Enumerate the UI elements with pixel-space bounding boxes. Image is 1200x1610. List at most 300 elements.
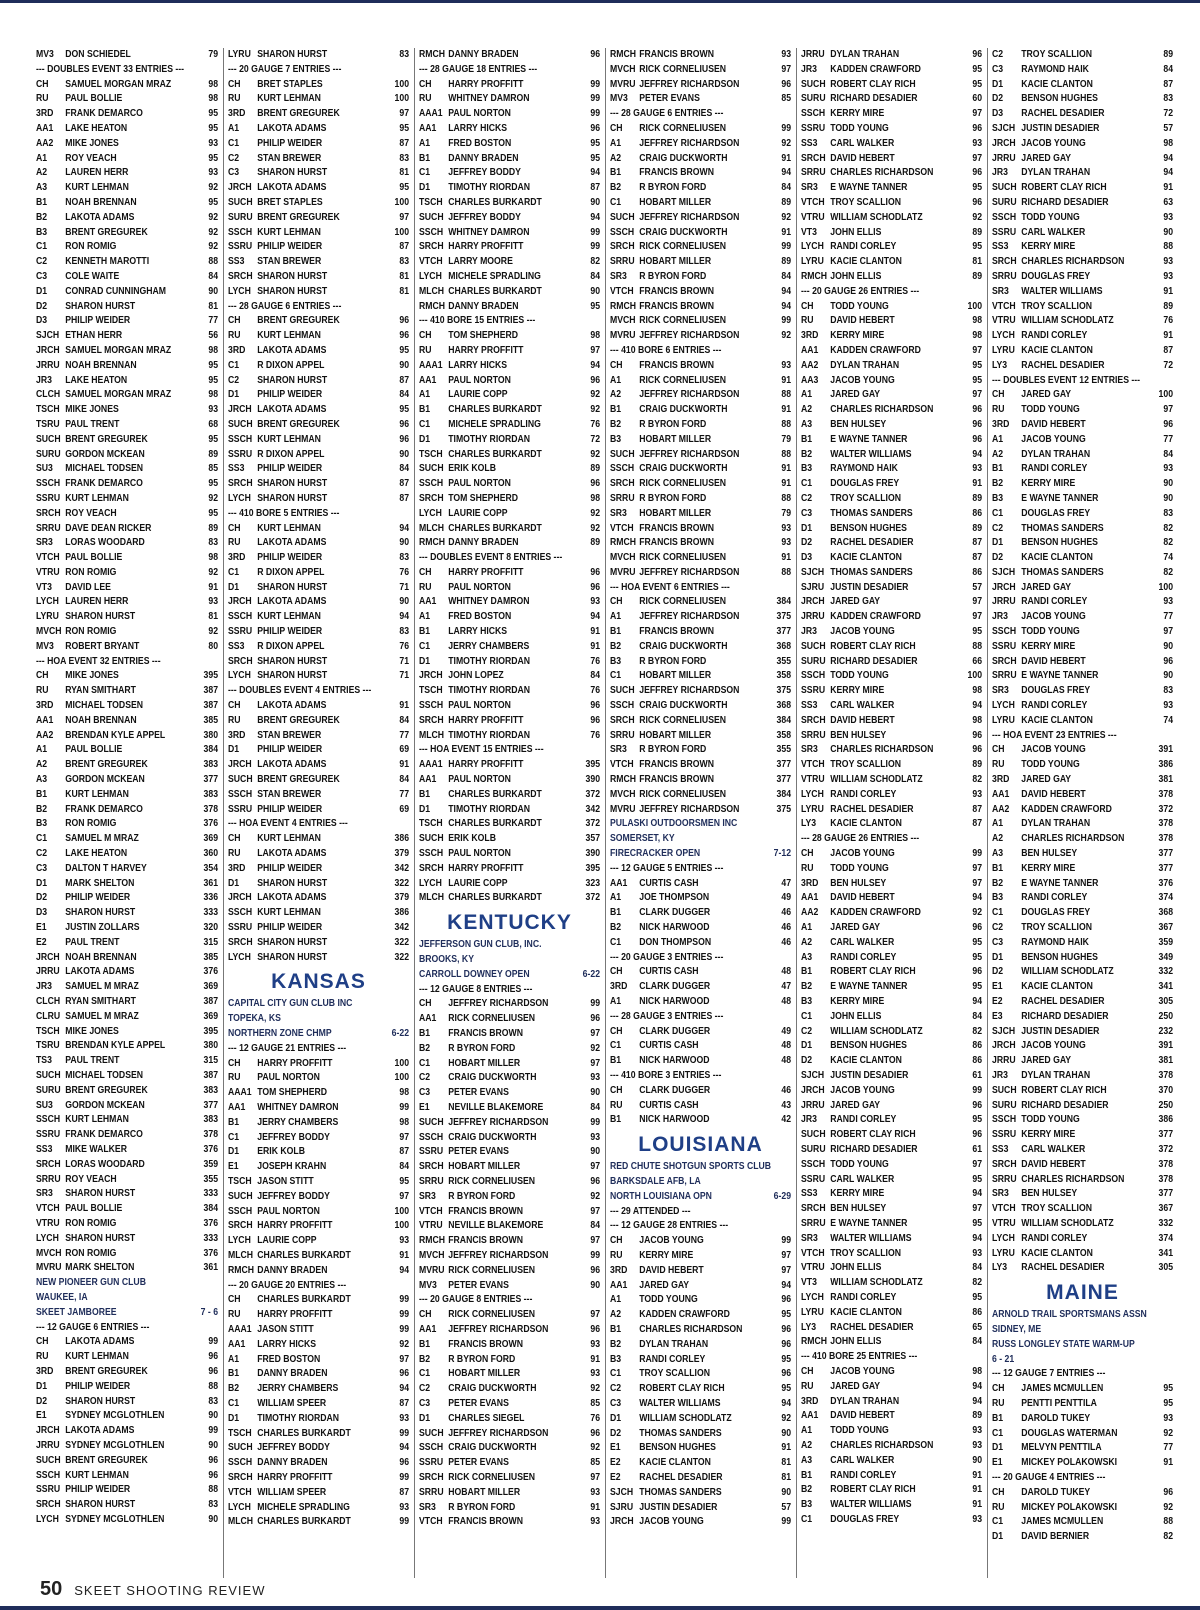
top-rule [0, 0, 1200, 3]
result-row [36, 78, 218, 93]
result-row [801, 1232, 982, 1247]
result-row [801, 1069, 982, 1084]
result-row [801, 388, 982, 403]
result-row [228, 877, 409, 892]
class-code: LYCH [36, 1513, 59, 1525]
shooter-name: CRAIG DUCKWORTH [639, 700, 728, 712]
result-row [610, 1441, 791, 1456]
score: 94 [781, 285, 792, 297]
class-code: C3 [419, 1397, 431, 1409]
score: 96 [972, 966, 983, 978]
shooter-name: CARL WALKER [830, 137, 895, 149]
shooter-name: SAMUEL M MRAZ [65, 1010, 139, 1022]
class-code: C3 [228, 167, 240, 179]
result-row [419, 1501, 600, 1516]
score: 92 [208, 241, 219, 253]
score: 94 [972, 1395, 983, 1407]
result-row [992, 359, 1173, 374]
event-header [610, 107, 791, 122]
class-code: JRCH [228, 404, 252, 416]
score: 90 [1163, 492, 1174, 504]
shooter-name: LAKOTA ADAMS [257, 404, 327, 416]
result-row [992, 921, 1173, 936]
class-code: CH [610, 1084, 623, 1096]
result-row [228, 669, 409, 684]
score: 96 [399, 315, 410, 327]
class-code: SSRU [228, 922, 253, 934]
class-code: JRCH [801, 1084, 825, 1096]
class-code: SRRU [992, 270, 1017, 282]
result-row [419, 388, 600, 403]
result-row [228, 462, 409, 477]
shooter-name: RON ROMIG [65, 566, 117, 578]
score: 77 [399, 788, 410, 800]
event-title: --- 410 BORE 3 ENTRIES --- [610, 1069, 722, 1081]
result-row [228, 1427, 409, 1442]
score: 384 [776, 714, 792, 726]
score: 80 [208, 640, 219, 652]
event-title: --- 20 GAUGE 3 ENTRIES --- [610, 951, 724, 963]
class-code: SRCH [801, 714, 826, 726]
shooter-name: CARL WALKER [830, 1173, 895, 1185]
class-code: C1 [228, 137, 240, 149]
class-code: RU [419, 93, 432, 105]
score: 95 [972, 374, 983, 386]
score: 83 [208, 1395, 219, 1407]
score: 93 [208, 596, 219, 608]
shooter-name: JEFFREY RICHARDSON [448, 998, 549, 1010]
event-header [992, 1367, 1173, 1382]
score: 74 [1163, 714, 1174, 726]
class-code: TSCH [419, 196, 443, 208]
shooter-name: CHARLES BURKARDT [257, 1294, 351, 1306]
result-row [801, 980, 982, 995]
class-code: SSRU [228, 626, 253, 638]
class-code: SSCH [419, 700, 444, 712]
shooter-name: JARED GAY [830, 1380, 881, 1392]
class-code: SJCH [992, 122, 1016, 134]
score: 94 [399, 1264, 410, 1276]
result-row [801, 595, 982, 610]
class-code: CH [419, 330, 432, 342]
result-row [228, 891, 409, 906]
score: 93 [590, 1338, 601, 1350]
score: 372 [1158, 803, 1174, 815]
class-code: SURU [228, 211, 253, 223]
class-code: LYCH [36, 1232, 59, 1244]
score: 93 [1163, 1412, 1174, 1424]
shooter-name: PAUL BOLLIE [65, 93, 123, 105]
class-code: MVCH [610, 788, 636, 800]
result-row [419, 448, 600, 463]
shoot-title [36, 1306, 218, 1321]
club-line: TOPEKA, KS [228, 1013, 281, 1025]
class-code: JR3 [801, 626, 817, 638]
class-code: SR3 [36, 537, 53, 549]
result-row [610, 936, 791, 951]
result-row [419, 1367, 600, 1382]
shooter-name: JEFFREY RICHARDSON [448, 1427, 549, 1439]
class-code: AA2 [801, 907, 819, 919]
result-row [992, 522, 1173, 537]
score: 94 [972, 1188, 983, 1200]
result-row [36, 758, 218, 773]
score: 342 [585, 803, 601, 815]
score: 92 [590, 1042, 601, 1054]
class-code: B2 [801, 448, 813, 460]
class-code: JR3 [992, 1069, 1008, 1081]
score: 94 [1163, 167, 1174, 179]
result-row [992, 1412, 1173, 1427]
score: 81 [781, 1471, 792, 1483]
class-code: SURU [801, 655, 826, 667]
shooter-name: BEN HULSEY [1021, 1188, 1078, 1200]
class-code: SUCH [228, 196, 253, 208]
class-code: C3 [36, 862, 48, 874]
shooter-name: RACHEL DESADIER [830, 803, 914, 815]
class-code: SR3 [992, 1188, 1009, 1200]
class-code: VTRU [36, 566, 60, 578]
shooter-name: DAVID HEBERT [1021, 418, 1086, 430]
shooter-name: CHARLES RICHARDSON [1021, 256, 1125, 268]
shooter-name: TOM SHEPHERD [448, 492, 519, 504]
club-line: NEW PIONEER GUN CLUB [36, 1277, 146, 1289]
score: 99 [399, 1471, 410, 1483]
class-code: B1 [801, 433, 813, 445]
result-row [419, 507, 600, 522]
score: 89 [972, 759, 983, 771]
class-code: LYRU [992, 344, 1015, 356]
class-code: CH [992, 389, 1005, 401]
score: 83 [399, 552, 410, 564]
score: 81 [399, 285, 410, 297]
shooter-name: JOHN LOPEZ [448, 670, 504, 682]
score: 377 [203, 1099, 219, 1111]
shooter-name: JACOB YOUNG [830, 1084, 895, 1096]
score: 94 [972, 1232, 983, 1244]
score: 96 [972, 122, 983, 134]
score: 90 [590, 196, 601, 208]
result-row [610, 1084, 791, 1099]
score: 97 [972, 344, 983, 356]
result-row [992, 78, 1173, 93]
result-row [419, 610, 600, 625]
class-code: D1 [419, 803, 431, 815]
result-row [992, 625, 1173, 640]
shooter-name: DAVID HEBERT [1021, 788, 1086, 800]
score: 377 [776, 759, 792, 771]
class-code: B2 [419, 1353, 431, 1365]
score: 93 [208, 167, 219, 179]
score: 384 [776, 596, 792, 608]
shooter-name: KACIE CLANTON [1021, 552, 1093, 564]
class-code: SUCH [228, 1190, 253, 1202]
class-code: LYCH [228, 492, 251, 504]
shooter-name: SHARON HURST [257, 285, 328, 297]
class-code: D2 [992, 966, 1004, 978]
score: 93 [1163, 596, 1174, 608]
score: 374 [1158, 1232, 1174, 1244]
shooter-name: GORDON MCKEAN [65, 774, 145, 786]
class-code: CH [801, 300, 814, 312]
result-row [419, 1397, 600, 1412]
result-row [992, 388, 1173, 403]
result-row [228, 1456, 409, 1471]
shooter-name: PAUL BOLLIE [65, 744, 123, 756]
shooter-name: FRANCIS BROWN [639, 626, 714, 638]
result-row [419, 773, 600, 788]
class-code: RMCH [801, 1336, 828, 1348]
score: 87 [399, 241, 410, 253]
score: 89 [208, 522, 219, 534]
shooter-name: KURT LEHMAN [65, 1114, 129, 1126]
class-code: B3 [36, 226, 48, 238]
score: 91 [208, 581, 219, 593]
result-row [228, 477, 409, 492]
shooter-name: SHARON HURST [257, 670, 328, 682]
score: 88 [781, 418, 792, 430]
score: 83 [1163, 685, 1174, 697]
class-code: SR3 [801, 744, 818, 756]
score: 91 [399, 700, 410, 712]
class-code: B2 [992, 877, 1004, 889]
class-code: JRCH [992, 581, 1016, 593]
result-row [36, 1365, 218, 1380]
score: 379 [394, 892, 410, 904]
shooter-name: RICK CORNELIUSEN [639, 63, 727, 75]
result-row [610, 374, 791, 389]
class-code: SS3 [992, 241, 1009, 253]
score: 61 [972, 1143, 983, 1155]
event-header [228, 1042, 409, 1057]
shooter-name: HARRY PROFFITT [448, 862, 524, 874]
class-code: RMCH [610, 537, 637, 549]
score: 92 [590, 522, 601, 534]
score: 95 [208, 108, 219, 120]
score: 99 [781, 1235, 792, 1247]
event-header [419, 551, 600, 566]
class-code: SRCH [228, 1471, 253, 1483]
result-row [801, 270, 982, 285]
result-row [801, 1217, 982, 1232]
class-code: SRRU [801, 729, 826, 741]
shooter-name: KACIE CLANTON [1021, 78, 1093, 90]
club-heading [610, 832, 791, 847]
score: 386 [1158, 759, 1174, 771]
class-code: D3 [36, 315, 48, 327]
class-code: SSCH [419, 226, 444, 238]
score: 48 [781, 996, 792, 1007]
result-row [228, 137, 409, 152]
result-row [419, 1338, 600, 1353]
result-row [992, 817, 1173, 832]
result-row [419, 1057, 600, 1072]
class-code: SSRU [801, 685, 826, 697]
result-row [610, 1308, 791, 1323]
shooter-name: DAVID HEBERT [830, 315, 895, 327]
result-row [992, 936, 1173, 951]
club-heading [610, 1160, 791, 1175]
result-row [36, 595, 218, 610]
result-row [36, 1513, 218, 1528]
result-row [419, 92, 600, 107]
class-code: LYCH [992, 700, 1015, 712]
result-row [610, 566, 791, 581]
result-row [419, 137, 600, 152]
result-row [992, 1158, 1173, 1173]
class-code: C1 [419, 1057, 431, 1069]
score: 96 [590, 478, 601, 490]
score: 90 [208, 1513, 219, 1525]
score: 94 [972, 996, 983, 1007]
score: 385 [203, 714, 219, 726]
result-row [610, 48, 791, 63]
class-code: B1 [228, 1368, 240, 1380]
result-row [801, 344, 982, 359]
shooter-name: E WAYNE TANNER [830, 1217, 908, 1229]
shooter-name: R BYRON FORD [639, 655, 707, 667]
score: 361 [203, 1262, 219, 1274]
result-row [419, 1382, 600, 1397]
class-code: B1 [610, 404, 622, 416]
class-code: LYCH [992, 330, 1015, 342]
score: 92 [1163, 1501, 1174, 1513]
shooter-name: SAMUEL M MRAZ [65, 833, 139, 845]
shooter-name: LAKOTA ADAMS [257, 700, 327, 712]
score: 378 [203, 1129, 219, 1141]
shooter-name: NICK HARWOOD [639, 1055, 710, 1067]
result-row [610, 1264, 791, 1279]
result-row [36, 240, 218, 255]
shooter-name: LAURIE COPP [448, 877, 508, 889]
result-row [801, 1099, 982, 1114]
score: 79 [781, 433, 792, 445]
shooter-name: RICK CORNELIUSEN [448, 1309, 536, 1321]
result-row [992, 1143, 1173, 1158]
class-code: JRRU [992, 596, 1016, 608]
score: 95 [781, 1353, 792, 1365]
shooter-name: DAVID HEBERT [1021, 1158, 1086, 1170]
score: 99 [590, 93, 601, 105]
shooter-name: NEVILLE BLAKEMORE [448, 1101, 544, 1113]
score: 82 [972, 1025, 983, 1037]
score: 97 [399, 1131, 410, 1143]
result-row [992, 699, 1173, 714]
result-row [36, 817, 218, 832]
score: 95 [1163, 1397, 1174, 1409]
class-code: SRCH [419, 241, 444, 253]
class-code: E2 [992, 996, 1003, 1007]
class-code: SSCH [228, 907, 253, 919]
score: 84 [1163, 448, 1174, 460]
shooter-name: LAKOTA ADAMS [257, 892, 327, 904]
score: 90 [972, 1454, 983, 1466]
shooter-name: CARL WALKER [1021, 226, 1086, 238]
score: 92 [972, 907, 983, 919]
result-row [992, 1232, 1173, 1247]
score: 90 [781, 1427, 792, 1439]
class-code: B3 [610, 433, 622, 445]
class-code: C1 [419, 1368, 431, 1380]
class-code: D1 [419, 1412, 431, 1424]
shooter-name: FRED BOSTON [257, 1353, 321, 1365]
shooter-name: JERRY CHAMBERS [448, 640, 530, 652]
result-row [992, 1501, 1173, 1516]
class-code: RU [228, 1072, 241, 1084]
score: 42 [781, 1114, 792, 1126]
class-code: JRCH [228, 596, 252, 608]
shooter-name: HARRY PROFFITT [257, 1309, 333, 1321]
shooter-name: STAN BREWER [257, 256, 322, 268]
result-row [36, 462, 218, 477]
result-row [801, 1202, 982, 1217]
score: 56 [208, 330, 219, 342]
result-row [36, 847, 218, 862]
class-code: B2 [610, 640, 622, 652]
club-line: RED CHUTE SHOTGUN SPORTS CLUB [610, 1161, 772, 1173]
score: 98 [972, 330, 983, 342]
result-row [36, 300, 218, 315]
result-row [36, 1084, 218, 1099]
score: 383 [203, 1114, 219, 1126]
event-title: --- 12 GAUGE 28 ENTRIES --- [610, 1220, 729, 1232]
shooter-name: BENSON HUGHES [830, 1040, 907, 1052]
result-row [36, 832, 218, 847]
score: 86 [972, 1055, 983, 1067]
result-row [419, 1012, 600, 1027]
class-code: C2 [419, 1383, 431, 1395]
shooter-name: R BYRON FORD [639, 418, 707, 430]
shooter-name: PAUL BOLLIE [65, 552, 123, 564]
result-row [36, 92, 218, 107]
class-code: SR3 [419, 1501, 436, 1513]
result-row [610, 640, 791, 655]
result-row [992, 314, 1173, 329]
class-code: E3 [992, 1010, 1003, 1022]
shooter-name: R BYRON FORD [639, 270, 707, 282]
score: 95 [208, 359, 219, 371]
score: 90 [1163, 640, 1174, 652]
class-code: 3RD [228, 729, 246, 741]
result-row [801, 403, 982, 418]
class-code: AA3 [801, 374, 819, 386]
class-code: C1 [992, 907, 1004, 919]
score: 97 [972, 877, 983, 889]
score: 76 [590, 655, 601, 667]
class-code: A2 [801, 936, 813, 948]
shooter-name: RICK CORNELIUSEN [639, 596, 727, 608]
shooter-name: DYLAN TRAHAN [1021, 1069, 1091, 1081]
shooter-name: PENTTI PENTTILA [1021, 1397, 1097, 1409]
class-code: SR3 [610, 744, 627, 756]
result-row [801, 1187, 982, 1202]
class-code: CH [419, 1309, 432, 1321]
shooter-name: ROBERT CLAY RICH [1021, 1084, 1107, 1096]
class-code: RU [610, 1099, 623, 1111]
result-row [992, 1069, 1173, 1084]
shooter-name: HARRY PROFFITT [448, 759, 524, 771]
result-row [228, 1086, 409, 1101]
score: 386 [1158, 1114, 1174, 1126]
score: 86 [972, 566, 983, 578]
score: 85 [208, 463, 219, 475]
score: 95 [399, 182, 410, 194]
class-code: VTRU [801, 774, 825, 786]
score: 322 [394, 951, 410, 963]
shooter-name: HARRY PROFFITT [257, 1471, 333, 1483]
result-row [992, 240, 1173, 255]
score: 76 [590, 729, 601, 741]
